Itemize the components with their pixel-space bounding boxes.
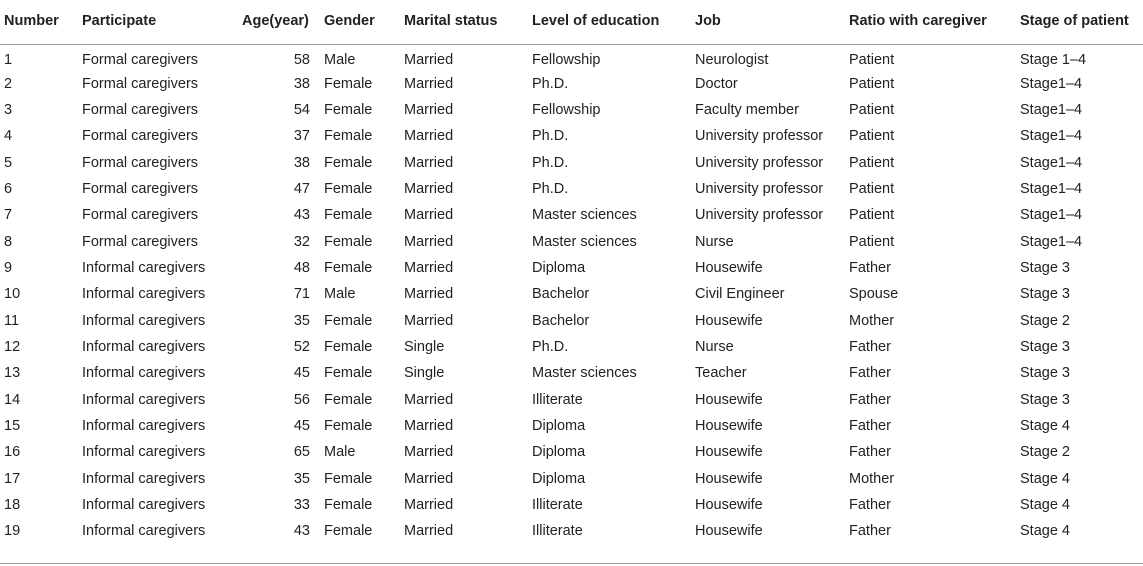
cell-participate: Formal caregivers: [82, 180, 199, 197]
cell-stage-of-patient: Stage 3: [1020, 391, 1070, 408]
cell-gender: Female: [324, 470, 373, 487]
cell-ratio-with-caregiver: Mother: [849, 470, 895, 487]
cell-number: 12: [4, 338, 21, 355]
cell-marital-status: Married: [404, 233, 454, 250]
table-row: [0, 123, 1143, 149]
cell-gender: Male: [324, 444, 356, 461]
table-row: [0, 334, 1143, 360]
table-row: [0, 176, 1143, 202]
cell-marital-status: Married: [404, 391, 454, 408]
cell-gender: Female: [324, 128, 373, 145]
cell-level-of-education: Ph.D.: [532, 154, 569, 171]
cell-gender: Female: [324, 523, 373, 540]
cell-marital-status: Single: [404, 365, 445, 382]
cell-stage-of-patient: Stage1–4: [1020, 154, 1083, 171]
cell-level-of-education: Illiterate: [532, 497, 583, 514]
cell-job: Neurologist: [695, 52, 769, 69]
cell-job: Housewife: [695, 497, 763, 514]
table-row: [0, 281, 1143, 307]
cell-gender: Female: [324, 207, 373, 224]
cell-marital-status: Married: [404, 523, 454, 540]
cell-level-of-education: Ph.D.: [532, 128, 569, 145]
cell-stage-of-patient: Stage 3: [1020, 365, 1070, 382]
cell-age: 43: [293, 207, 310, 224]
cell-stage-of-patient: Stage 2: [1020, 444, 1070, 461]
cell-job: University professor: [695, 180, 824, 197]
cell-ratio-with-caregiver: Patient: [849, 233, 895, 250]
cell-stage-of-patient: Stage1–4: [1020, 101, 1083, 118]
header-age: Age(year): [242, 0, 324, 44]
cell-age: 45: [293, 365, 310, 382]
cell-participate: Informal caregivers: [82, 497, 206, 514]
cell-job: Housewife: [695, 444, 763, 461]
cell-job: University professor: [695, 154, 824, 171]
table-row: [0, 466, 1143, 492]
cell-participate: Formal caregivers: [82, 207, 199, 224]
cell-number: 18: [4, 497, 21, 514]
cell-age: 48: [293, 259, 310, 276]
header-job: Job: [695, 0, 849, 44]
cell-level-of-education: Ph.D.: [532, 75, 569, 92]
cell-ratio-with-caregiver: Spouse: [849, 286, 899, 303]
cell-job: Housewife: [695, 312, 763, 329]
cell-job: University professor: [695, 207, 824, 224]
cell-number: 4: [4, 128, 13, 145]
cell-age: 37: [293, 128, 310, 145]
cell-participate: Informal caregivers: [82, 286, 206, 303]
cell-number: 2: [4, 75, 13, 92]
cell-stage-of-patient: Stage 4: [1020, 417, 1070, 434]
cell-marital-status: Married: [404, 286, 454, 303]
cell-job: Faculty member: [695, 101, 799, 118]
cell-ratio-with-caregiver: Patient: [849, 154, 895, 171]
cell-age: 38: [293, 75, 310, 92]
cell-number: 19: [4, 523, 21, 540]
cell-marital-status: Married: [404, 470, 454, 487]
cell-gender: Male: [324, 286, 356, 303]
cell-ratio-with-caregiver: Patient: [849, 128, 895, 145]
cell-stage-of-patient: Stage1–4: [1020, 233, 1083, 250]
table-row: [0, 44, 1143, 70]
cell-ratio-with-caregiver: Father: [849, 497, 891, 514]
cell-age: 38: [293, 154, 310, 171]
table-row: [0, 413, 1143, 439]
header-gender: Gender: [324, 0, 404, 44]
cell-marital-status: Married: [404, 180, 454, 197]
cell-level-of-education: Fellowship: [532, 52, 601, 69]
cell-stage-of-patient: Stage1–4: [1020, 128, 1083, 145]
cell-marital-status: Married: [404, 128, 454, 145]
table-bottom-rule: [0, 563, 1143, 564]
cell-number: 8: [4, 233, 13, 250]
cell-age: 45: [293, 417, 310, 434]
cell-participate: Formal caregivers: [82, 233, 199, 250]
cell-number: 16: [4, 444, 21, 461]
cell-ratio-with-caregiver: Father: [849, 417, 891, 434]
cell-marital-status: Married: [404, 497, 454, 514]
cell-job: Housewife: [695, 391, 763, 408]
cell-level-of-education: Bachelor: [532, 312, 590, 329]
table-header: [0, 0, 1143, 44]
cell-gender: Male: [324, 52, 356, 69]
table-row: [0, 360, 1143, 386]
table-row: [0, 149, 1143, 175]
cell-stage-of-patient: Stage1–4: [1020, 75, 1083, 92]
cell-level-of-education: Illiterate: [532, 391, 583, 408]
cell-gender: Female: [324, 365, 373, 382]
cell-stage-of-patient: Stage 2: [1020, 312, 1070, 329]
cell-level-of-education: Diploma: [532, 470, 586, 487]
cell-gender: Female: [324, 338, 373, 355]
cell-participate: Informal caregivers: [82, 444, 206, 461]
cell-gender: Female: [324, 312, 373, 329]
cell-ratio-with-caregiver: Patient: [849, 75, 895, 92]
cell-marital-status: Married: [404, 207, 454, 224]
cell-number: 15: [4, 417, 21, 434]
cell-marital-status: Married: [404, 75, 454, 92]
cell-level-of-education: Bachelor: [532, 286, 590, 303]
cell-marital-status: Married: [404, 101, 454, 118]
cell-gender: Female: [324, 259, 373, 276]
cell-age: 54: [293, 101, 310, 118]
cell-level-of-education: Fellowship: [532, 101, 601, 118]
cell-marital-status: Married: [404, 259, 454, 276]
cell-ratio-with-caregiver: Father: [849, 259, 891, 276]
cell-job: Doctor: [695, 75, 738, 92]
cell-participate: Informal caregivers: [82, 470, 206, 487]
cell-ratio-with-caregiver: Father: [849, 444, 891, 461]
cell-stage-of-patient: Stage 3: [1020, 338, 1070, 355]
cell-marital-status: Married: [404, 417, 454, 434]
cell-age: 56: [293, 391, 310, 408]
table-row: [0, 255, 1143, 281]
cell-level-of-education: Diploma: [532, 444, 586, 461]
cell-level-of-education: Illiterate: [532, 523, 583, 540]
cell-level-of-education: Master sciences: [532, 233, 637, 250]
cell-stage-of-patient: Stage 4: [1020, 497, 1070, 514]
cell-marital-status: Married: [404, 52, 454, 69]
cell-ratio-with-caregiver: Father: [849, 365, 891, 382]
cell-participate: Informal caregivers: [82, 523, 206, 540]
table-body: [0, 44, 1143, 545]
cell-job: Housewife: [695, 523, 763, 540]
cell-marital-status: Married: [404, 444, 454, 461]
cell-participate: Informal caregivers: [82, 417, 206, 434]
cell-level-of-education: Diploma: [532, 259, 586, 276]
cell-job: Nurse: [695, 233, 734, 250]
cell-age: 35: [293, 470, 310, 487]
cell-gender: Female: [324, 497, 373, 514]
cell-job: Teacher: [695, 365, 747, 382]
cell-level-of-education: Master sciences: [532, 207, 637, 224]
cell-ratio-with-caregiver: Patient: [849, 207, 895, 224]
cell-level-of-education: Ph.D.: [532, 338, 569, 355]
cell-number: 14: [4, 391, 21, 408]
table-row: [0, 439, 1143, 465]
cell-participate: Informal caregivers: [82, 365, 206, 382]
cell-level-of-education: Master sciences: [532, 365, 637, 382]
cell-gender: Female: [324, 417, 373, 434]
cell-age: 65: [293, 444, 310, 461]
header-participate: Participate: [82, 0, 242, 44]
table-row: [0, 97, 1143, 123]
cell-job: Housewife: [695, 417, 763, 434]
cell-participate: Formal caregivers: [82, 52, 199, 69]
cell-ratio-with-caregiver: Mother: [849, 312, 895, 329]
cell-job: Civil Engineer: [695, 286, 785, 303]
cell-ratio-with-caregiver: Patient: [849, 52, 895, 69]
cell-number: 9: [4, 259, 13, 276]
cell-participate: Informal caregivers: [82, 338, 206, 355]
cell-age: 52: [293, 338, 310, 355]
cell-participate: Informal caregivers: [82, 391, 206, 408]
cell-number: 13: [4, 365, 21, 382]
cell-stage-of-patient: Stage1–4: [1020, 180, 1083, 197]
cell-number: 1: [4, 52, 13, 69]
cell-ratio-with-caregiver: Father: [849, 523, 891, 540]
cell-job: Housewife: [695, 470, 763, 487]
cell-stage-of-patient: Stage 3: [1020, 286, 1070, 303]
cell-participate: Formal caregivers: [82, 128, 199, 145]
cell-age: 33: [293, 497, 310, 514]
cell-level-of-education: Ph.D.: [532, 180, 569, 197]
cell-number: 17: [4, 470, 21, 487]
cell-job: University professor: [695, 128, 824, 145]
cell-number: 11: [4, 312, 20, 329]
cell-participate: Formal caregivers: [82, 75, 199, 92]
cell-age: 58: [293, 52, 310, 69]
header-stage-of-patient: Stage of patient: [1020, 0, 1143, 44]
cell-stage-of-patient: Stage 4: [1020, 470, 1070, 487]
cell-stage-of-patient: Stage1–4: [1020, 207, 1083, 224]
table-row: [0, 492, 1143, 518]
table-row: [0, 70, 1143, 96]
cell-stage-of-patient: Stage 1–4: [1020, 52, 1087, 69]
cell-number: 10: [4, 286, 21, 303]
cell-participate: Formal caregivers: [82, 101, 199, 118]
cell-number: 6: [4, 180, 13, 197]
cell-gender: Female: [324, 233, 373, 250]
cell-stage-of-patient: Stage 3: [1020, 259, 1070, 276]
cell-marital-status: Married: [404, 154, 454, 171]
cell-marital-status: Married: [404, 312, 454, 329]
cell-age: 71: [293, 286, 310, 303]
cell-age: 32: [293, 233, 310, 250]
cell-number: 3: [4, 101, 13, 118]
cell-age: 47: [293, 180, 310, 197]
table-row: [0, 307, 1143, 333]
table-row: [0, 386, 1143, 412]
cell-ratio-with-caregiver: Father: [849, 338, 891, 355]
cell-level-of-education: Diploma: [532, 417, 586, 434]
cell-gender: Female: [324, 154, 373, 171]
cell-number: 5: [4, 154, 13, 171]
cell-ratio-with-caregiver: Father: [849, 391, 891, 408]
cell-job: Nurse: [695, 338, 734, 355]
cell-number: 7: [4, 207, 13, 224]
header-number: Number: [0, 0, 82, 44]
cell-ratio-with-caregiver: Patient: [849, 101, 895, 118]
cell-age: 35: [293, 312, 310, 329]
cell-ratio-with-caregiver: Patient: [849, 180, 895, 197]
cell-gender: Female: [324, 391, 373, 408]
cell-participate: Informal caregivers: [82, 259, 206, 276]
cell-participate: Formal caregivers: [82, 154, 199, 171]
header-row: [0, 0, 1143, 44]
cell-marital-status: Single: [404, 338, 445, 355]
header-level-of-education: Level of education: [532, 0, 695, 44]
table-row: [0, 202, 1143, 228]
header-ratio-with-caregiver: Ratio with caregiver: [849, 0, 1020, 44]
cell-gender: Female: [324, 101, 373, 118]
cell-stage-of-patient: Stage 4: [1020, 523, 1070, 540]
cell-job: Housewife: [695, 259, 763, 276]
cell-gender: Female: [324, 180, 373, 197]
cell-age: 43: [293, 523, 310, 540]
cell-gender: Female: [324, 75, 373, 92]
cell-participate: Informal caregivers: [82, 312, 206, 329]
table-row: [0, 228, 1143, 254]
table-row: [0, 518, 1143, 544]
header-marital-status: Marital status: [404, 0, 532, 44]
